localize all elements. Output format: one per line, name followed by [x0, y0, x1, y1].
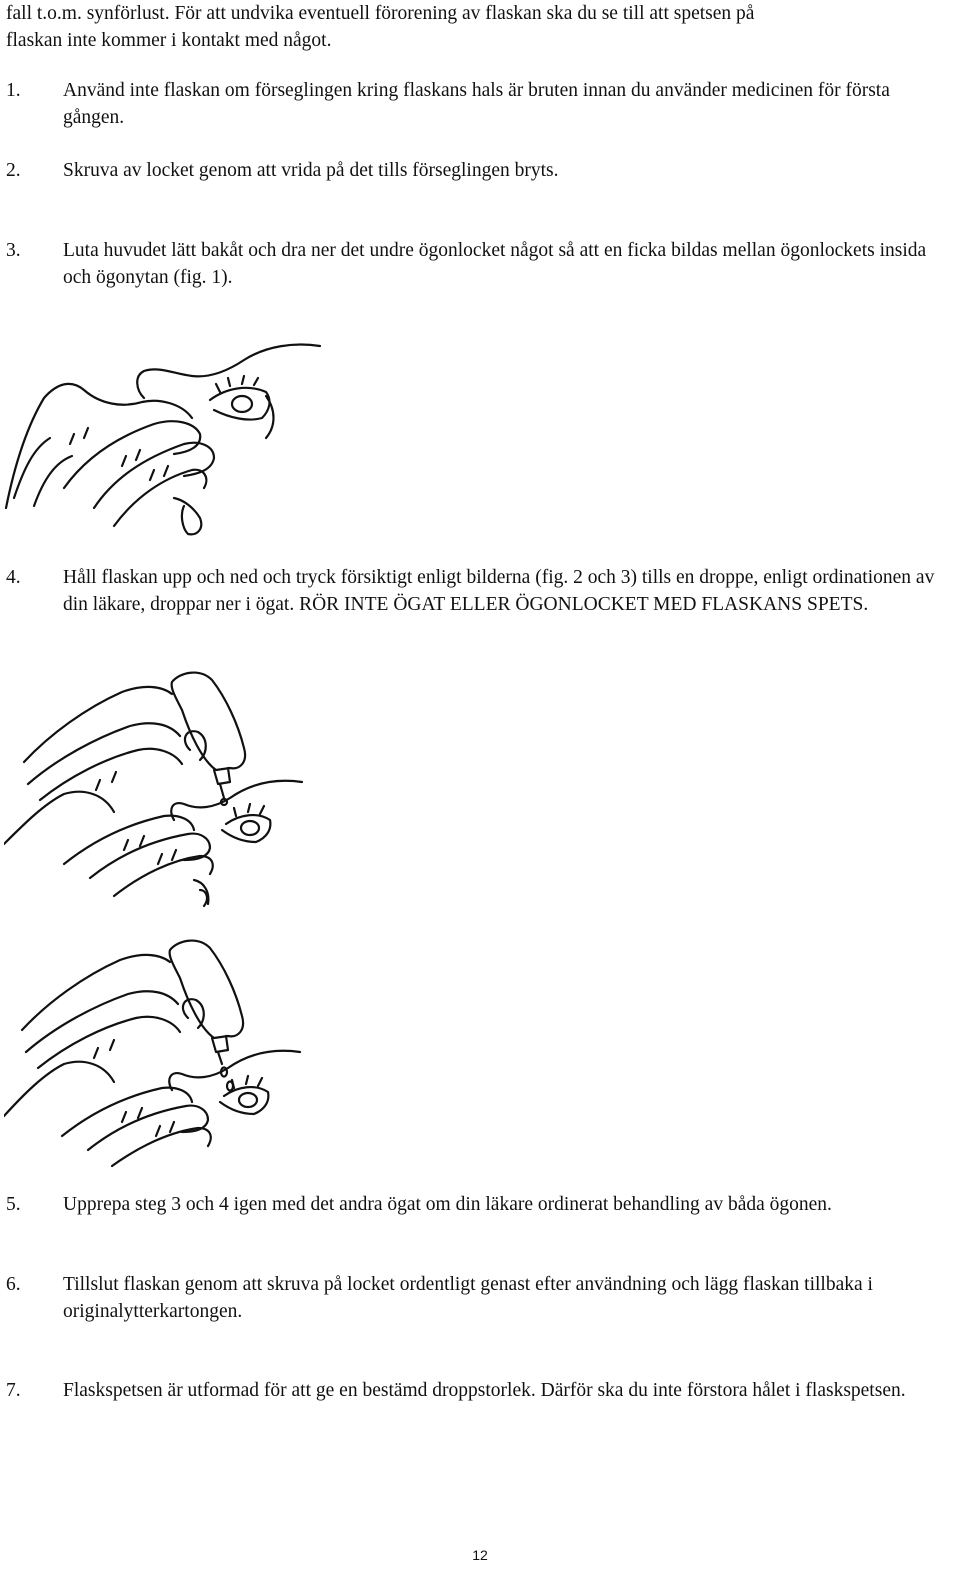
hand-pulling-eyelid-icon [4, 338, 324, 543]
step-2 [6, 157, 946, 184]
step-text: Håll flaskan upp och ned och tryck försiktigt enligt bilderna (fig. 2 och 3) tills en droppe, enligt ordinationen av din läkare, droppar ner i ögat. RÖR INTE ÖGAT ELLER ÖGONLOCKET MED FLASKANS SPETS. [63, 567, 935, 615]
step-text: Upprepa steg 3 och 4 igen med det andra ögat om din läkare ordinerat behandling av båda ögonen. [63, 1194, 832, 1215]
step-6 [6, 1271, 946, 1325]
figure-3-drop [4, 930, 304, 1170]
step-text: Tillslut flaskan genom att skruva på locket ordentligt genast efter användning och lägg flaskan tillbaka i originalytterkartongen. [63, 1274, 873, 1322]
step-number: 7. [6, 1380, 21, 1401]
step-text: Flaskspetsen är utformad för att ge en bestämd droppstorlek. Därför ska du inte förstora hålet i flaskspetsen. [63, 1380, 906, 1401]
step-text: Använd inte flaskan om förseglingen kring flaskans hals är bruten innan du använder medicinen för första gången. [63, 80, 890, 128]
step-number: 5. [6, 1194, 21, 1215]
intro-line-2: flaskan inte kommer i kontakt med något. [6, 30, 332, 51]
figure-2-bottle [4, 664, 304, 914]
hand-holding-dropper-bottle-icon [4, 664, 304, 914]
step-5 [6, 1191, 946, 1218]
step-7 [6, 1377, 946, 1404]
step-4 [6, 564, 946, 618]
step-number: 2. [6, 160, 21, 181]
step-text: Skruva av locket genom att vrida på det tills förseglingen bryts. [63, 160, 559, 181]
step-number: 1. [6, 80, 21, 101]
intro-line-1: fall t.o.m. synförlust. För att undvika eventuell förorening av flaskan ska du se till att spetsen på [6, 3, 755, 24]
drop-falling-into-eye-icon [4, 930, 304, 1170]
page-number: 12 [472, 1547, 488, 1563]
step-number: 3. [6, 240, 21, 261]
step-3 [6, 237, 946, 291]
step-text: Luta huvudet lätt bakåt och dra ner det undre ögonlocket något så att en ficka bildas mellan ögonlockets insida och ögonytan (fig. 1). [63, 240, 927, 288]
step-number: 6. [6, 1274, 21, 1295]
step-number: 4. [6, 567, 21, 588]
step-1 [6, 77, 946, 131]
figure-1-eyelid [4, 338, 324, 543]
